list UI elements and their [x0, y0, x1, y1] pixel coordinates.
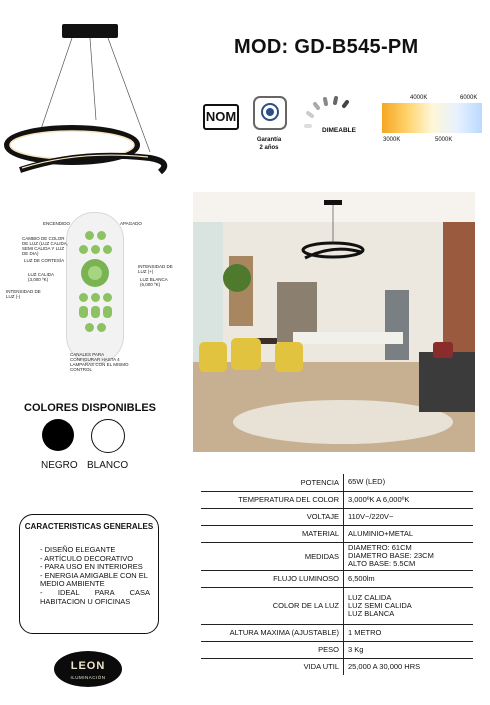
white-label: BLANCO	[87, 460, 129, 471]
model-title: MOD: GD-B545-PM	[234, 36, 419, 58]
spec-label: FLUJO LUMINOSO	[201, 570, 344, 587]
spec-value: 6,500lm	[344, 570, 474, 587]
warranty-icon	[253, 96, 287, 130]
room-photo	[193, 192, 475, 452]
channel-button-icon	[79, 306, 88, 318]
table-row	[201, 570, 473, 587]
spec-value: 65W (LED)	[344, 474, 474, 491]
table-row	[201, 474, 473, 491]
characteristics-title: CARACTERISTICAS GENERALES	[24, 522, 154, 531]
spec-value: 3 Kg	[344, 641, 474, 658]
remote-label-off: APAGADO	[120, 221, 142, 226]
remote-label-color-change: CAMBIO DE COLOR DE LUZ (LUZ CALIDA, SEMI CALIDA Y LUZ DE DIA)	[22, 236, 69, 256]
list-item: - ENERGIA AMIGABLE CON EL MEDIO AMBIENTE	[40, 570, 148, 589]
spec-table	[201, 474, 473, 675]
remote-label-courtesy: LUZ DE CORTESÍA	[24, 258, 65, 263]
remote-label-intensity-minus: INTENSIDAD DE LUZ (-)	[6, 289, 41, 299]
temp-label-3000: 3000K	[383, 137, 401, 143]
warranty-text: Garantía 2 años	[256, 137, 282, 151]
remote-control	[66, 212, 124, 364]
table-row	[201, 624, 473, 641]
lamp-image	[0, 20, 190, 190]
temp-label-4000: 4000K	[410, 95, 428, 101]
characteristics-list	[40, 546, 150, 606]
channel-button-icon	[103, 306, 112, 318]
button-icon	[91, 293, 100, 302]
remote-label-warm: LUZ CALIDA (3,000 ºK)	[28, 272, 54, 282]
table-row	[201, 542, 473, 570]
table-row	[201, 587, 473, 624]
black-swatch	[42, 419, 74, 451]
list-item: - PARA USO EN INTERIORES	[40, 562, 143, 572]
remote-label-on: ENCENDIDO	[43, 221, 71, 226]
spec-label: COLOR DE LA LUZ	[201, 587, 344, 624]
white-swatch	[91, 419, 125, 453]
color-button-icon	[103, 245, 112, 254]
spec-label: ALTURA MAXIMA (AJUSTABLE)	[201, 624, 344, 641]
color-button-icon	[91, 245, 100, 254]
button-icon	[79, 293, 88, 302]
button-icon	[85, 323, 94, 332]
spec-label: VOLTAJE	[201, 508, 344, 525]
spec-value: ALUMINIO+METAL	[344, 525, 474, 542]
spec-value: 1 METRO	[344, 624, 474, 641]
spec-label: VIDA UTIL	[201, 658, 344, 675]
temp-label-5000: 5000K	[435, 137, 453, 143]
table-row	[201, 658, 473, 675]
table-row	[201, 525, 473, 542]
remote-label-channels: CANALES PARA CONFIGURAR HASTA 4 LAMPARAS CON EL MISMO CONTROL	[70, 352, 129, 372]
remote-label-white: LUZ BLANCA (6,000 ºK)	[140, 277, 168, 287]
black-label: NEGRO	[41, 460, 78, 471]
list-item: - ARTÍCULO DECORATIVO	[40, 553, 134, 563]
list-item: - DISEÑO ELEGANTE	[40, 545, 116, 554]
table-row	[201, 641, 473, 658]
button-icon	[103, 293, 112, 302]
temp-label-6000: 6000K	[460, 95, 478, 101]
logo-name: LEON	[70, 660, 106, 672]
table-row	[201, 508, 473, 525]
remote-label-intensity-plus: INTENSIDAD DE LUZ (+)	[138, 264, 173, 274]
spec-value: 110V~/220V~	[344, 508, 474, 525]
spec-label: PESO	[201, 641, 344, 658]
spec-value: 25,000 A 30,000 HRS	[348, 661, 421, 671]
spec-value: DIAMETRO: 61CM DIAMETRO BASE: 23CM ALTO BASE: 5.5CM	[344, 542, 474, 570]
spec-label: MEDIDAS	[201, 542, 344, 570]
table-row	[201, 491, 473, 508]
dimmable-label: DIMEABLE	[322, 127, 356, 134]
spec-value: 3,000ºK A 6,000ºK	[344, 491, 474, 508]
button-icon	[97, 323, 106, 332]
logo-subtitle: ILUMINACIÓN	[70, 675, 106, 680]
color-button-icon	[79, 245, 88, 254]
spec-label: MATERIAL	[201, 525, 344, 542]
spec-value: LUZ CALIDA LUZ SEMI CALIDA LUZ BLANCA	[344, 587, 474, 624]
colors-title: COLORES DISPONIBLES	[24, 402, 157, 414]
color-temperature-bar	[382, 103, 482, 133]
spec-label: TEMPERATURA DEL COLOR	[201, 491, 344, 508]
list-item: - IDEAL PARA CASA HABITACION U OFICINAS	[40, 587, 150, 606]
off-button-icon	[97, 231, 106, 240]
channel-button-icon	[91, 306, 100, 318]
nom-badge: NOM	[203, 104, 239, 130]
on-button-icon	[85, 231, 94, 240]
center-button-icon	[88, 266, 102, 280]
spec-label: POTENCIA	[201, 474, 344, 491]
